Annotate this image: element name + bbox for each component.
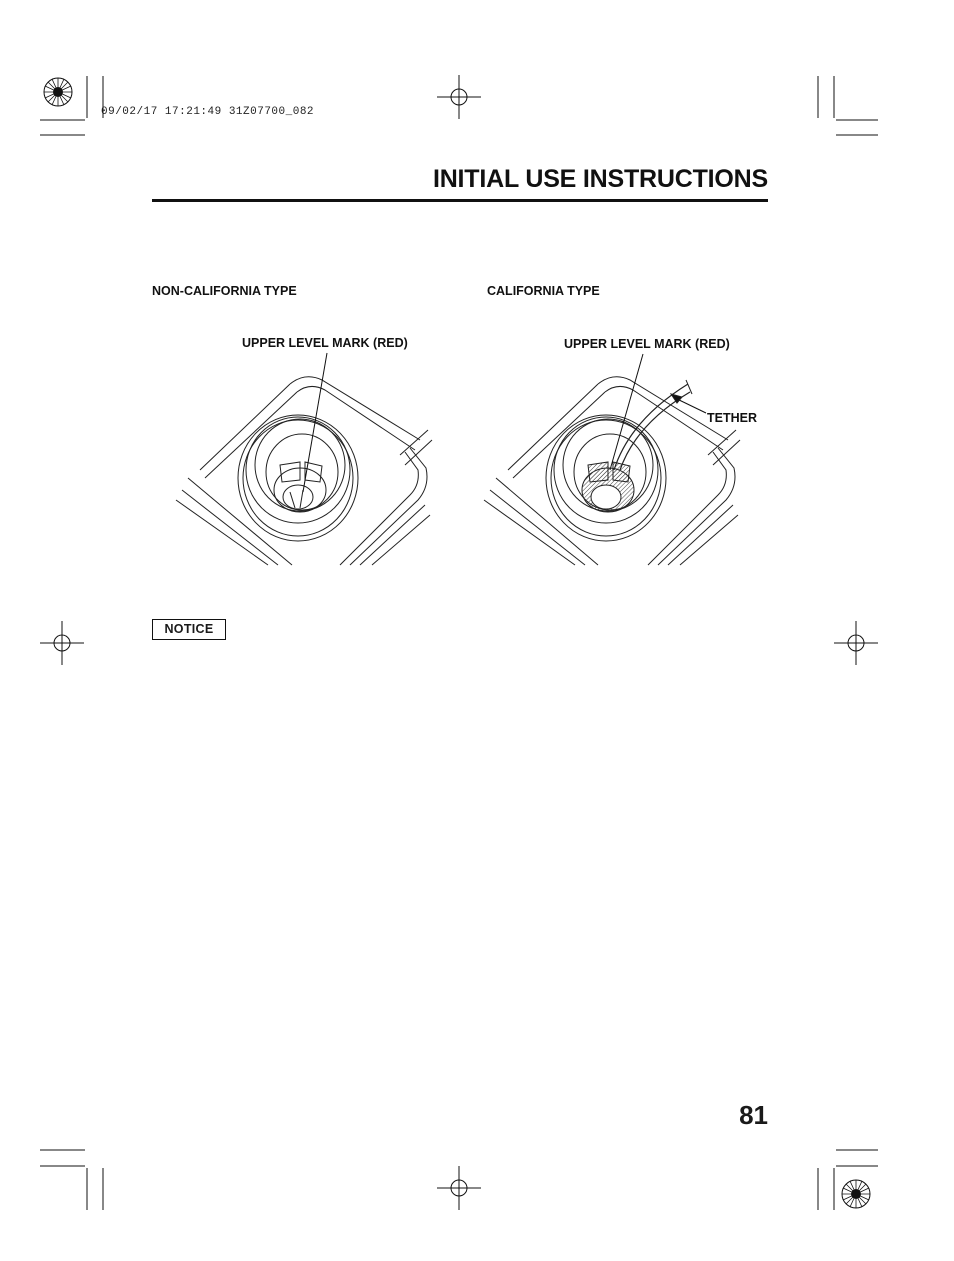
print-timestamp: 09/02/17 17:21:49 31Z07700_082 <box>101 106 315 118</box>
page-number: 81 <box>739 1100 768 1130</box>
right-upper-level-mark-label: UPPER LEVEL MARK (RED) <box>564 337 730 351</box>
crosshair-icon <box>437 75 481 119</box>
crosshair-icon <box>437 1166 481 1210</box>
crosshair-icon <box>834 621 878 665</box>
oil-filler-illustration-right <box>484 354 740 565</box>
left-upper-level-mark-label: UPPER LEVEL MARK (RED) <box>242 336 408 350</box>
notice-badge: NOTICE <box>152 619 226 640</box>
registration-star-icon <box>44 78 72 106</box>
tether-label: TETHER <box>707 411 757 425</box>
crosshair-icon <box>40 621 84 665</box>
california-caption: CALIFORNIA TYPE <box>487 284 600 298</box>
page-title: INITIAL USE INSTRUCTIONS <box>432 165 768 193</box>
oil-filler-illustration-left <box>176 353 432 565</box>
registration-star-icon <box>842 1180 870 1208</box>
non-california-caption: NON-CALIFORNIA TYPE <box>152 284 297 298</box>
crop-marks <box>40 76 878 1210</box>
